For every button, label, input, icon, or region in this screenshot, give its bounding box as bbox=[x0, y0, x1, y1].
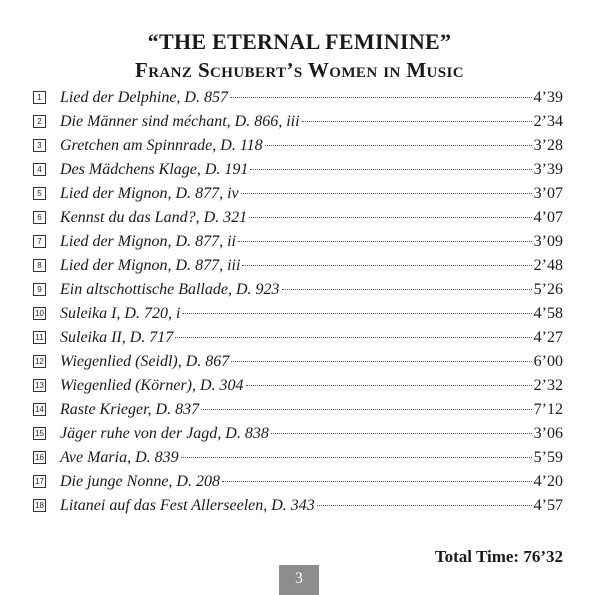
track-row bbox=[33, 206, 563, 230]
track-number: 4 bbox=[33, 163, 46, 176]
track-title: Kennst du das Land?, D. 321 bbox=[60, 209, 248, 226]
track-title: Jäger ruhe von der Jagd, D. 838 bbox=[60, 425, 269, 442]
track-title: Litanei auf das Fest Allerseelen, D. 343 bbox=[60, 497, 315, 514]
track-number: 12 bbox=[33, 355, 46, 368]
track-duration: 3’06 bbox=[533, 425, 563, 442]
track-number: 9 bbox=[33, 283, 46, 296]
track-row bbox=[33, 446, 563, 470]
track-title: Lied der Mignon, D. 877, iv bbox=[60, 185, 239, 202]
track-title: Gretchen am Spinnrade, D. 118 bbox=[60, 137, 263, 154]
track-title: Wiegenlied (Körner), D. 304 bbox=[60, 377, 244, 394]
dot-leader bbox=[246, 385, 532, 386]
track-duration: 5’26 bbox=[533, 281, 563, 298]
track-number: 6 bbox=[33, 211, 46, 224]
dot-leader bbox=[250, 169, 531, 170]
track-title: Lied der Mignon, D. 877, iii bbox=[60, 257, 241, 274]
dot-leader bbox=[249, 217, 532, 218]
track-duration: 5’59 bbox=[533, 449, 563, 466]
track-duration: 3’09 bbox=[533, 233, 563, 250]
track-row bbox=[33, 470, 563, 494]
track-number: 10 bbox=[33, 307, 46, 320]
track-duration: 6’00 bbox=[533, 353, 563, 370]
track-number: 8 bbox=[33, 259, 46, 272]
dot-leader bbox=[182, 313, 531, 314]
dot-leader bbox=[222, 481, 532, 482]
track-number: 14 bbox=[33, 403, 46, 416]
page-number: 3 bbox=[279, 565, 319, 595]
track-title: Suleika I, D. 720, i bbox=[60, 305, 181, 322]
dot-leader bbox=[282, 289, 532, 290]
track-row bbox=[33, 374, 563, 398]
track-row bbox=[33, 422, 563, 446]
dot-leader bbox=[201, 409, 532, 410]
track-duration: 3’39 bbox=[533, 161, 563, 178]
track-duration: 4’27 bbox=[533, 329, 563, 346]
track-row bbox=[33, 326, 563, 350]
track-row bbox=[33, 86, 563, 110]
track-number: 7 bbox=[33, 235, 46, 248]
track-row bbox=[33, 494, 563, 518]
track-number: 18 bbox=[33, 499, 46, 512]
track-title: Die Männer sind méchant, D. 866, iii bbox=[60, 113, 300, 130]
track-number: 2 bbox=[33, 115, 46, 128]
dot-leader bbox=[241, 193, 532, 194]
track-title: Suleika II, D. 717 bbox=[60, 329, 174, 346]
dot-leader bbox=[302, 121, 532, 122]
dot-leader bbox=[317, 505, 532, 506]
track-number: 3 bbox=[33, 139, 46, 152]
track-duration: 7’12 bbox=[533, 401, 563, 418]
dot-leader bbox=[181, 457, 532, 458]
dot-leader bbox=[230, 97, 532, 98]
track-row bbox=[33, 182, 563, 206]
track-number: 11 bbox=[33, 331, 46, 344]
track-duration: 3’07 bbox=[533, 185, 563, 202]
track-row bbox=[33, 230, 563, 254]
track-duration: 4’57 bbox=[533, 497, 563, 514]
album-title: “THE ETERNAL FEMININE” bbox=[147, 29, 452, 54]
dot-leader bbox=[271, 433, 532, 434]
dot-leader bbox=[231, 361, 531, 362]
track-duration: 2’32 bbox=[533, 377, 563, 394]
track-row bbox=[33, 254, 563, 278]
track-duration: 4’58 bbox=[533, 305, 563, 322]
track-number: 1 bbox=[33, 91, 46, 104]
track-duration: 3’28 bbox=[533, 137, 563, 154]
track-row bbox=[33, 134, 563, 158]
track-title: Ein altschottische Ballade, D. 923 bbox=[60, 281, 280, 298]
track-title: Wiegenlied (Seidl), D. 867 bbox=[60, 353, 230, 370]
track-title: Die junge Nonne, D. 208 bbox=[60, 473, 220, 490]
track-duration: 4’07 bbox=[533, 209, 563, 226]
dot-leader bbox=[238, 241, 532, 242]
track-number: 15 bbox=[33, 427, 46, 440]
track-title: Raste Krieger, D. 837 bbox=[60, 401, 200, 418]
track-duration: 4’20 bbox=[533, 473, 563, 490]
dot-leader bbox=[265, 145, 532, 146]
track-row bbox=[33, 302, 563, 326]
track-row bbox=[33, 158, 563, 182]
track-number: 13 bbox=[33, 379, 46, 392]
dot-leader bbox=[175, 337, 531, 338]
track-number: 17 bbox=[33, 475, 46, 488]
track-title: Ave Maria, D. 839 bbox=[60, 449, 179, 466]
track-row bbox=[33, 398, 563, 422]
track-title: Des Mädchens Klage, D. 191 bbox=[60, 161, 249, 178]
track-title: Lied der Delphine, D. 857 bbox=[60, 89, 228, 106]
dot-leader bbox=[242, 265, 531, 266]
track-title: Lied der Mignon, D. 877, ii bbox=[60, 233, 236, 250]
total-time: Total Time: 76’32 bbox=[434, 547, 563, 566]
track-row bbox=[33, 278, 563, 302]
track-duration: 2’48 bbox=[533, 257, 563, 274]
track-row bbox=[33, 110, 563, 134]
album-subtitle: Franz Schubert’s Women in Music bbox=[134, 58, 464, 82]
track-number: 5 bbox=[33, 187, 46, 200]
track-row bbox=[33, 350, 563, 374]
track-duration: 2’34 bbox=[533, 113, 563, 130]
track-number: 16 bbox=[33, 451, 46, 464]
track-duration: 4’39 bbox=[533, 89, 563, 106]
